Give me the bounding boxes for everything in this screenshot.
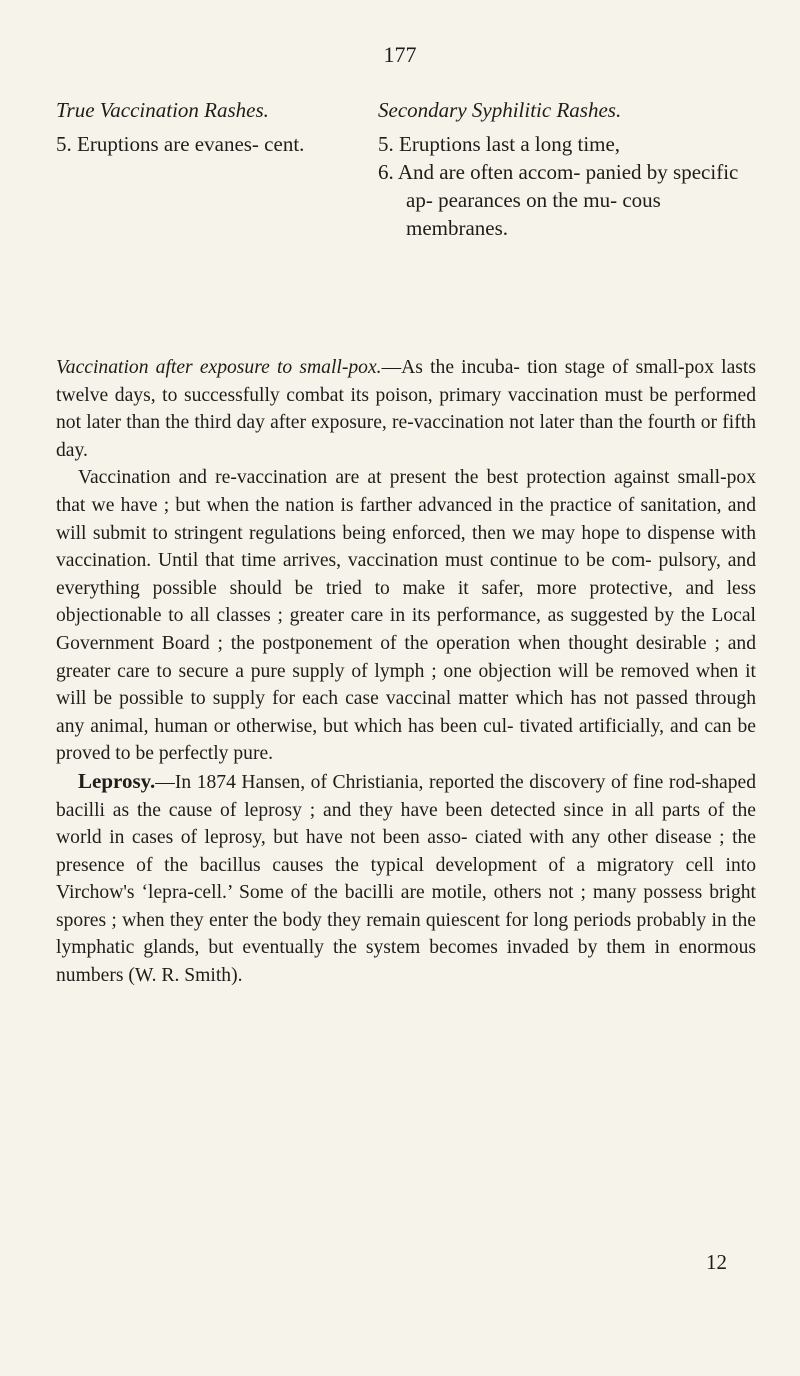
list-item: 5. Eruptions last a long time,: [378, 132, 621, 156]
paragraph-text: —As the incuba- tion stage of small-pox lasts twelve days, to successfully combat its poison, primary vaccination must be performed not later than the third day after exposure, re-vaccination not later than the fourth or fifth day.: [56, 357, 756, 461]
list-item: 5. Eruptions are evanes- cent.: [56, 132, 305, 156]
paragraph-text: Vaccination and re-vaccination are at present the best protection against small-pox that we have ; but when the nation is farther advanced in the practice of sanitation, and will submit to stringent regulations being enforced, then we may hope to dispense with vaccination. Until that time arrives, vaccination must continue to be com- pulsory, and everything possible should be tried to make it safer, more protective, and less objectionable to all classes ; greater care in its performance, as suggested by the Local Government Board ; the postponement of the operation when thought desirable ; and greater care to secure a pure supply of lymph ; one objection will be removed when it will be possible to supply for each case vaccinal matter which has not passed through any animal, human or otherwise, but which has been cul- tivated artificially, and can be proved to be perfectly pure.: [56, 467, 756, 765]
column-heading-right: Secondary Syphilitic Rashes.: [378, 98, 622, 122]
list-item: 6. And are often accom- panied by specific ap- pearances on the mu- cous membranes.: [378, 160, 739, 240]
column-heading-left: True Vaccination Rashes.: [56, 98, 269, 122]
paragraph-lead: Leprosy.: [78, 768, 156, 793]
syphilitic-rashes-column: [378, 96, 756, 242]
true-vaccination-column: [56, 96, 370, 158]
signature-mark: 12: [706, 1250, 727, 1274]
paragraph-leprosy: [56, 768, 756, 990]
paragraph-vaccination-after-exposure: [56, 354, 756, 464]
paragraph-lead: Vaccination after exposure to small-pox.: [56, 357, 382, 378]
body-text: [56, 354, 756, 990]
paragraph-text: —In 1874 Hansen, of Christiania, reported the discovery of fine rod-shaped bacilli as the cause of leprosy ; and they have been detected since in all parts of the world in cases of leprosy, but have not been asso- ciated with any other disease ; the presence of the bacillus causes the typical development of a migratory cell into Virchow's ‘lepra-cell.’ Some of the bacilli are motile, others not ; many possess bright spores ; when they enter the body they remain quiescent for long periods probably in the lymphatic glands, but eventually the system becomes invaded by them in enormous numbers (W. R. Smith).: [56, 771, 756, 987]
page-number: 177: [383, 42, 417, 67]
paragraph-protection: [56, 464, 756, 768]
